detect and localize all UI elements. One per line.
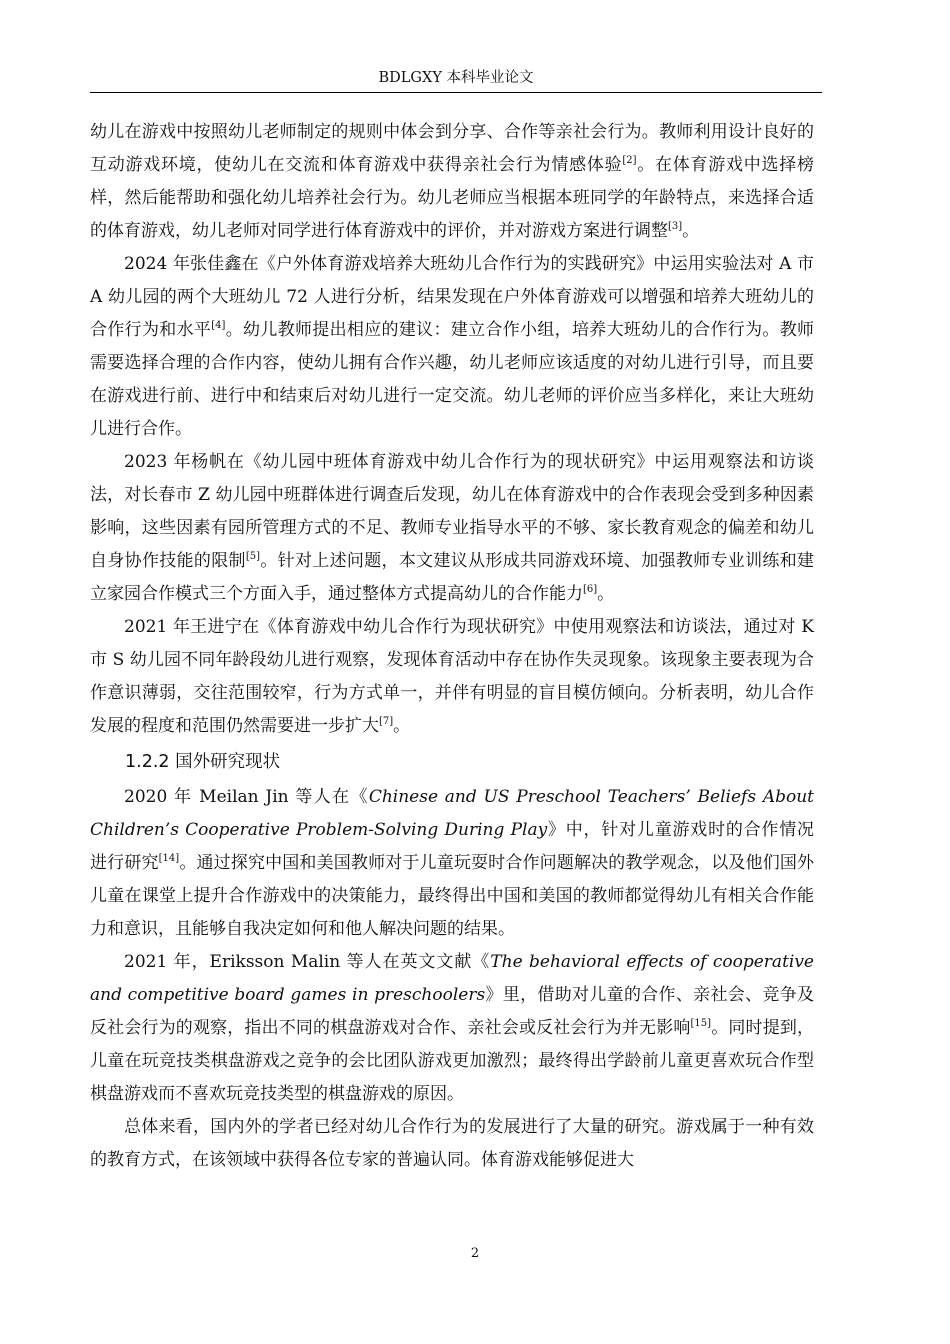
paragraph-1: [90, 116, 814, 248]
paragraph-6-text-c: 。同时提到，儿童在玩竞技类棋盘游戏之竞争的会比团队游戏更加激烈；最终得出学龄前儿童更喜欢玩合作型棋盘游戏而不喜欢玩竞技类型的棋盘游戏的原因。: [90, 1018, 815, 1104]
section-heading: 1.2.2 国外研究现状: [125, 752, 281, 772]
citation-7: [7]: [379, 716, 394, 727]
paragraph-7-text-a: 总体来看，国内外的学者已经对幼儿合作行为的发展进行了大量的研究。游戏属于一种有效的教育方式，在该领域中获得各位专家的普遍认同。体育游戏能够促进大: [90, 1117, 814, 1170]
paragraph-3-text-a: 2023 年杨帆在《幼儿园中班体育游戏中幼儿合作行为的现状研究》中运用观察法和访谈法，对长春市 Z 幼儿园中班群体进行调查后发现，幼儿在体育游戏中的合作表现会受到多种因素影响，这些因素有园所管理方式的不足、教师专业指导水平的不够、家长教育观念的偏差和幼儿自身协作技能的限制: [90, 452, 814, 571]
paragraph-2: [90, 248, 814, 446]
citation-15: [15]: [690, 1018, 712, 1029]
citation-5: [5]: [245, 551, 260, 562]
paragraph-5-cited-title: Chinese and US Preschool Teachers’ Beliefs About Children’s Cooperative Problem-Solving During Play: [90, 787, 814, 840]
paragraph-4-text-b: 。: [393, 716, 411, 736]
paragraph-4: [90, 611, 814, 743]
page-footer: [0, 1246, 950, 1261]
paragraph-6-cited-title: The behavioral effects of cooperative and competitive board games in preschoolers: [90, 952, 814, 1005]
citation-14: [14]: [158, 853, 180, 864]
page-header: [90, 68, 822, 93]
paragraph-1-text-a: 幼儿在游戏中按照幼儿老师制定的规则中体会到分享、合作等亲社会行为。教师利用设计良好的互动游戏环境，使幼儿在交流和体育游戏中获得亲社会行为情感体验: [90, 122, 814, 175]
paragraph-3-text-b: 。针对上述问题，本文建议从形成共同游戏环境、加强教师专业训练和建立家园合作模式三个方面入手，通过整体方式提高幼儿的合作能力: [90, 551, 815, 604]
page-number: 2: [470, 1246, 480, 1261]
paragraph-2-text-a: 2024 年张佳鑫在《户外体育游戏培养大班幼儿合作行为的实践研究》中运用实验法对 A 市 A 幼儿园的两个大班幼儿 72 人进行分析，结果发现在户外体育游戏可以增强和培养大班幼儿的合作行为和水平: [90, 254, 814, 340]
paragraph-2-text-b: 。幼儿教师提出相应的建议：建立合作小组，培养大班幼儿的合作行为。教师需要选择合理的合作内容，使幼儿拥有合作兴趣，幼儿老师应该适度的对幼儿进行引导，而且要在游戏进行前、进行中和结束后对幼儿进行一定交流。幼儿老师的评价应当多样化，来让大班幼儿进行合作。: [90, 320, 815, 439]
paragraph-7: [90, 1111, 814, 1177]
paragraph-5-text-a: 2020 年 Meilan Jin 等人在《: [124, 787, 369, 807]
citation-6: [6]: [583, 584, 598, 595]
paragraph-1-text-b: 。在体育游戏中选择榜样，然后能帮助和强化幼儿培养社会行为。幼儿老师应当根据本班同学的年龄特点，来选择合适的体育游戏，幼儿老师对同学进行体育游戏中的评价，并对游戏方案进行调整: [90, 155, 815, 241]
citation-4: [4]: [211, 320, 226, 331]
page-body: [90, 116, 814, 1177]
citation-3: [3]: [668, 221, 683, 232]
paragraph-4-text-a: 2021 年王进宁在《体育游戏中幼儿合作行为现状研究》中使用观察法和访谈法，通过对 K 市 S 幼儿园不同年龄段幼儿进行观察，发现体育活动中存在协作失灵现象。该现象主要表现为合作意识薄弱，交往范围较窄，行为方式单一，并伴有明显的盲目模仿倾向。分析表明，幼儿合作发展的程度和范围仍然需要进一步扩大: [90, 617, 814, 736]
citation-2: [2]: [622, 155, 637, 166]
paragraph-5: [90, 781, 814, 946]
paragraph-5-text-b: 》中，针对儿童游戏时的合作情况进行研究: [90, 820, 815, 873]
paragraph-5-text-c: 。通过探究中国和美国教师对于儿童玩耍时合作问题解决的教学观念，以及他们国外儿童在课堂上提升合作游戏中的决策能力，最终得出中国和美国的教师都觉得幼儿有相关合作能力和意识，且能够自我决定如何和他人解决问题的结果。: [90, 853, 815, 939]
paragraph-3: [90, 446, 814, 611]
paragraph-6-text-b: 》里，借助对儿童的合作、亲社会、竞争及反社会行为的观察，指出不同的棋盘游戏对合作、亲社会或反社会行为并无影响: [90, 985, 815, 1038]
paragraph-6-text-a: 2021 年，Eriksson Malin 等人在英文文献《: [124, 952, 491, 972]
paragraph-6: [90, 946, 814, 1111]
paragraph-3-text-c: 。: [597, 584, 615, 604]
header-title: BDLGXY 本科毕业论文: [378, 70, 534, 86]
paragraph-1-text-c: 。: [682, 221, 700, 241]
